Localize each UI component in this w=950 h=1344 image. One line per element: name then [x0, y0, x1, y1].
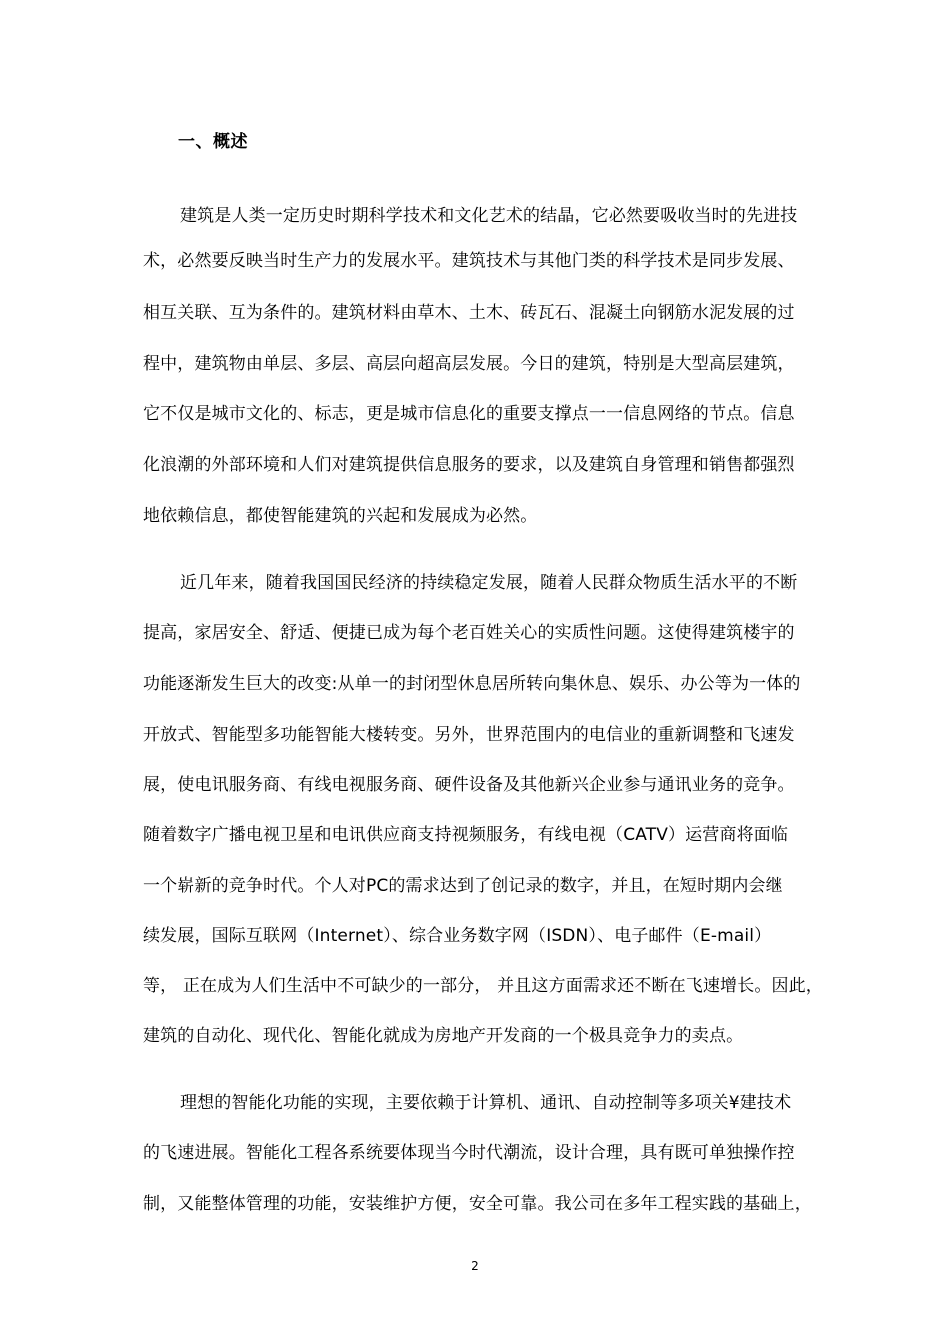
- text-line: 提高，家居安全、舒适、便捷已成为每个老百姓关心的实质性问题。这使得建筑楼宇的: [143, 623, 795, 643]
- text-line: 建筑的自动化、现代化、智能化就成为房地产开发商的一个极具竞争力的卖点。: [143, 1026, 744, 1046]
- text-line: 术，必然要反映当时生产力的发展水平。建筑技术与其他门类的科学技术是同步发展、: [143, 251, 795, 271]
- text-line: 近几年来，随着我国国民经济的持续稳定发展，随着人民群众物质生活水平的不断: [180, 573, 798, 593]
- section-heading: 一、概述: [178, 132, 248, 152]
- text-line: 续发展，国际互联网（Internet）、综合业务数字网（ISDN）、电子邮件（E-mail）: [143, 926, 772, 946]
- text-line: 功能逐渐发生巨大的改变:从单一的封闭型休息居所转向集休息、娱乐、办公等为一体的: [143, 674, 801, 694]
- text-line: 建筑是人类一定历史时期科学技术和文化艺术的结晶，它必然要吸收当时的先进技: [180, 206, 798, 226]
- text-line: 随着数字广播电视卫星和电讯供应商支持视频服务，有线电视（CATV）运营商将面临: [143, 825, 789, 845]
- text-line: 程中，建筑物由单层、多层、高层向超高层发展。今日的建筑，特别是大型高层建筑，: [143, 354, 795, 374]
- text-line: 化浪潮的外部环境和人们对建筑提供信息服务的要求，以及建筑自身管理和销售都强烈: [143, 455, 795, 475]
- text-line: 制，又能整体管理的功能，安装维护方便，安全可靠。我公司在多年工程实践的基础上，: [143, 1194, 812, 1214]
- text-line: 一个崭新的竞争时代。个人对PC的需求达到了创记录的数字，并且，在短时期内会继: [143, 876, 783, 896]
- text-line: 展，使电讯服务商、有线电视服务商、硬件设备及其他新兴企业参与通讯业务的竞争。: [143, 775, 795, 795]
- text-line: 开放式、智能型多功能智能大楼转变。另外，世界范围内的电信业的重新调整和飞速发: [143, 725, 795, 745]
- text-line: 相互关联、互为条件的。建筑材料由草木、土木、砖瓦石、混凝土向钢筋水泥发展的过: [143, 303, 795, 323]
- text-line: 地依赖信息，都使智能建筑的兴起和发展成为必然。: [143, 506, 538, 526]
- text-line: 等， 正在成为人们生活中不可缺少的一部分， 并且这方面需求还不断在飞速增长。因此，: [143, 976, 823, 996]
- text-line: 它不仅是城市文化的、标志，更是城市信息化的重要支撑点一一信息网络的节点。信息: [143, 404, 795, 424]
- text-line: 理想的智能化功能的实现，主要依赖于计算机、通讯、自动控制等多项关¥建技术: [180, 1093, 792, 1113]
- text-line: 的飞速进展。智能化工程各系统要体现当今时代潮流，设计合理，具有既可单独操作控: [143, 1143, 795, 1163]
- page-number: 2: [471, 1259, 479, 1273]
